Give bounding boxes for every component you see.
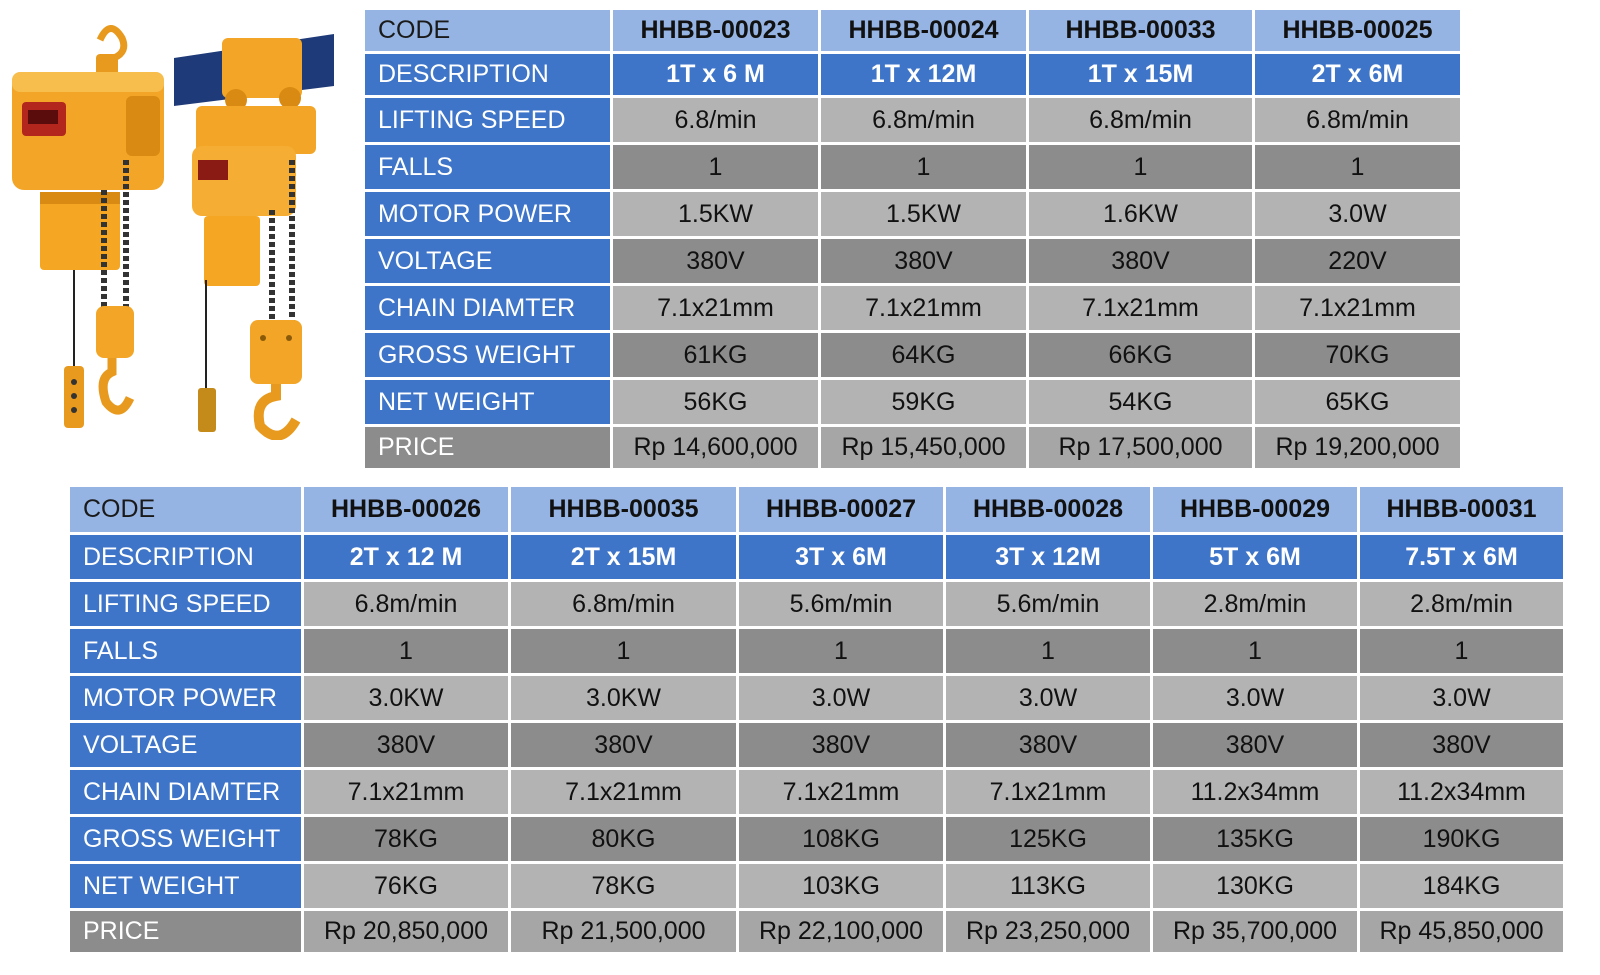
net-weight-cell: 76KG (303, 863, 510, 910)
net-weight-cell: 54KG (1028, 379, 1254, 426)
chain-diameter-cell: 7.1x21mm (1254, 285, 1462, 332)
row-label-net-weight: NET WEIGHT (69, 863, 303, 910)
row-voltage (364, 238, 1462, 285)
lifting-speed-cell: 2.8m/min (1359, 581, 1565, 628)
row-label-gross-weight: GROSS WEIGHT (69, 816, 303, 863)
motor-power-cell: 3.0W (1359, 675, 1565, 722)
falls-cell: 1 (945, 628, 1152, 675)
code-cell: HHBB-00023 (612, 9, 820, 53)
chain-diameter-cell: 7.1x21mm (303, 769, 510, 816)
motor-power-cell: 3.0W (945, 675, 1152, 722)
description-cell: 2T x 6M (1254, 53, 1462, 97)
falls-cell: 1 (303, 628, 510, 675)
net-weight-cell: 78KG (510, 863, 738, 910)
net-weight-cell: 130KG (1152, 863, 1359, 910)
row-price (364, 426, 1462, 470)
code-cell: HHBB-00028 (945, 486, 1152, 534)
description-cell: 2T x 15M (510, 534, 738, 581)
voltage-cell: 380V (738, 722, 945, 769)
chain-diameter-cell: 7.1x21mm (945, 769, 1152, 816)
falls-cell: 1 (1028, 144, 1254, 191)
net-weight-cell: 103KG (738, 863, 945, 910)
row-chain-diameter (69, 769, 1565, 816)
row-label-description: DESCRIPTION (364, 53, 612, 97)
description-cell: 3T x 6M (738, 534, 945, 581)
chain-diameter-cell: 7.1x21mm (1028, 285, 1254, 332)
row-label-motor-power: MOTOR POWER (364, 191, 612, 238)
voltage-cell: 380V (945, 722, 1152, 769)
price-cell: Rp 23,250,000 (945, 910, 1152, 954)
row-lifting-speed (364, 97, 1462, 144)
price-cell: Rp 19,200,000 (1254, 426, 1462, 470)
chain-diameter-cell: 7.1x21mm (820, 285, 1028, 332)
chain-diameter-cell: 7.1x21mm (612, 285, 820, 332)
price-cell: Rp 22,100,000 (738, 910, 945, 954)
row-label-lifting-speed: LIFTING SPEED (69, 581, 303, 628)
lifting-speed-cell: 6.8/min (612, 97, 820, 144)
row-falls (364, 144, 1462, 191)
code-cell: HHBB-00035 (510, 486, 738, 534)
price-table-1 (362, 7, 1463, 471)
falls-cell: 1 (510, 628, 738, 675)
row-code (69, 486, 1565, 534)
voltage-cell: 380V (820, 238, 1028, 285)
motor-power-cell: 3.0KW (510, 675, 738, 722)
motor-power-cell: 3.0W (1152, 675, 1359, 722)
lifting-speed-cell: 6.8m/min (1254, 97, 1462, 144)
row-label-motor-power: MOTOR POWER (69, 675, 303, 722)
chain-diameter-cell: 11.2x34mm (1152, 769, 1359, 816)
description-cell: 1T x 6 M (612, 53, 820, 97)
price-table-2 (67, 484, 1566, 955)
row-lifting-speed (69, 581, 1565, 628)
voltage-cell: 380V (612, 238, 820, 285)
net-weight-cell: 56KG (612, 379, 820, 426)
description-cell: 1T x 15M (1028, 53, 1254, 97)
lifting-speed-cell: 5.6m/min (738, 581, 945, 628)
row-gross-weight (364, 332, 1462, 379)
row-motor-power (69, 675, 1565, 722)
gross-weight-cell: 70KG (1254, 332, 1462, 379)
motor-power-cell: 3.0KW (303, 675, 510, 722)
row-label-chain-diameter: CHAIN DIAMTER (69, 769, 303, 816)
chain-diameter-cell: 7.1x21mm (510, 769, 738, 816)
net-weight-cell: 113KG (945, 863, 1152, 910)
description-cell: 1T x 12M (820, 53, 1028, 97)
motor-power-cell: 1.5KW (820, 191, 1028, 238)
lifting-speed-cell: 6.8m/min (820, 97, 1028, 144)
gross-weight-cell: 190KG (1359, 816, 1565, 863)
gross-weight-cell: 66KG (1028, 332, 1254, 379)
row-label-price: PRICE (69, 910, 303, 954)
gross-weight-cell: 78KG (303, 816, 510, 863)
lifting-speed-cell: 6.8m/min (510, 581, 738, 628)
price-cell: Rp 14,600,000 (612, 426, 820, 470)
net-weight-cell: 65KG (1254, 379, 1462, 426)
voltage-cell: 380V (303, 722, 510, 769)
falls-cell: 1 (1254, 144, 1462, 191)
row-label-price: PRICE (364, 426, 612, 470)
gross-weight-cell: 64KG (820, 332, 1028, 379)
row-label-falls: FALLS (364, 144, 612, 191)
row-code (364, 9, 1462, 53)
gross-weight-cell: 125KG (945, 816, 1152, 863)
row-label-description: DESCRIPTION (69, 534, 303, 581)
row-label-chain-diameter: CHAIN DIAMTER (364, 285, 612, 332)
row-label-net-weight: NET WEIGHT (364, 379, 612, 426)
chain-diameter-cell: 11.2x34mm (1359, 769, 1565, 816)
falls-cell: 1 (612, 144, 820, 191)
net-weight-cell: 59KG (820, 379, 1028, 426)
row-description (364, 53, 1462, 97)
row-label-lifting-speed: LIFTING SPEED (364, 97, 612, 144)
voltage-cell: 220V (1254, 238, 1462, 285)
hoist-1 (12, 28, 164, 428)
code-cell: HHBB-00033 (1028, 9, 1254, 53)
row-label-falls: FALLS (69, 628, 303, 675)
row-chain-diameter (364, 285, 1462, 332)
price-cell: Rp 21,500,000 (510, 910, 738, 954)
voltage-cell: 380V (1028, 238, 1254, 285)
falls-cell: 1 (1152, 628, 1359, 675)
code-cell: HHBB-00027 (738, 486, 945, 534)
description-cell: 7.5T x 6M (1359, 534, 1565, 581)
gross-weight-cell: 135KG (1152, 816, 1359, 863)
code-cell: HHBB-00025 (1254, 9, 1462, 53)
price-cell: Rp 35,700,000 (1152, 910, 1359, 954)
row-label-code: CODE (69, 486, 303, 534)
row-label-gross-weight: GROSS WEIGHT (364, 332, 612, 379)
gross-weight-cell: 61KG (612, 332, 820, 379)
price-cell: Rp 17,500,000 (1028, 426, 1254, 470)
code-cell: HHBB-00029 (1152, 486, 1359, 534)
description-cell: 3T x 12M (945, 534, 1152, 581)
voltage-cell: 380V (510, 722, 738, 769)
gross-weight-cell: 108KG (738, 816, 945, 863)
price-cell: Rp 20,850,000 (303, 910, 510, 954)
chain-diameter-cell: 7.1x21mm (738, 769, 945, 816)
motor-power-cell: 1.6KW (1028, 191, 1254, 238)
net-weight-cell: 184KG (1359, 863, 1565, 910)
lifting-speed-cell: 5.6m/min (945, 581, 1152, 628)
description-cell: 2T x 12 M (303, 534, 510, 581)
description-cell: 5T x 6M (1152, 534, 1359, 581)
row-net-weight (69, 863, 1565, 910)
hoist-2 (174, 34, 334, 436)
row-price (69, 910, 1565, 954)
row-gross-weight (69, 816, 1565, 863)
row-label-voltage: VOLTAGE (364, 238, 612, 285)
row-motor-power (364, 191, 1462, 238)
code-cell: HHBB-00031 (1359, 486, 1565, 534)
row-net-weight (364, 379, 1462, 426)
voltage-cell: 380V (1152, 722, 1359, 769)
row-description (69, 534, 1565, 581)
motor-power-cell: 1.5KW (612, 191, 820, 238)
gross-weight-cell: 80KG (510, 816, 738, 863)
falls-cell: 1 (1359, 628, 1565, 675)
motor-power-cell: 3.0W (1254, 191, 1462, 238)
voltage-cell: 380V (1359, 722, 1565, 769)
electric-chain-hoist-image (0, 10, 360, 440)
falls-cell: 1 (738, 628, 945, 675)
code-cell: HHBB-00024 (820, 9, 1028, 53)
row-voltage (69, 722, 1565, 769)
row-label-code: CODE (364, 9, 612, 53)
price-cell: Rp 45,850,000 (1359, 910, 1565, 954)
motor-power-cell: 3.0W (738, 675, 945, 722)
lifting-speed-cell: 2.8m/min (1152, 581, 1359, 628)
price-cell: Rp 15,450,000 (820, 426, 1028, 470)
lifting-speed-cell: 6.8m/min (303, 581, 510, 628)
lifting-speed-cell: 6.8m/min (1028, 97, 1254, 144)
row-falls (69, 628, 1565, 675)
row-label-voltage: VOLTAGE (69, 722, 303, 769)
falls-cell: 1 (820, 144, 1028, 191)
code-cell: HHBB-00026 (303, 486, 510, 534)
